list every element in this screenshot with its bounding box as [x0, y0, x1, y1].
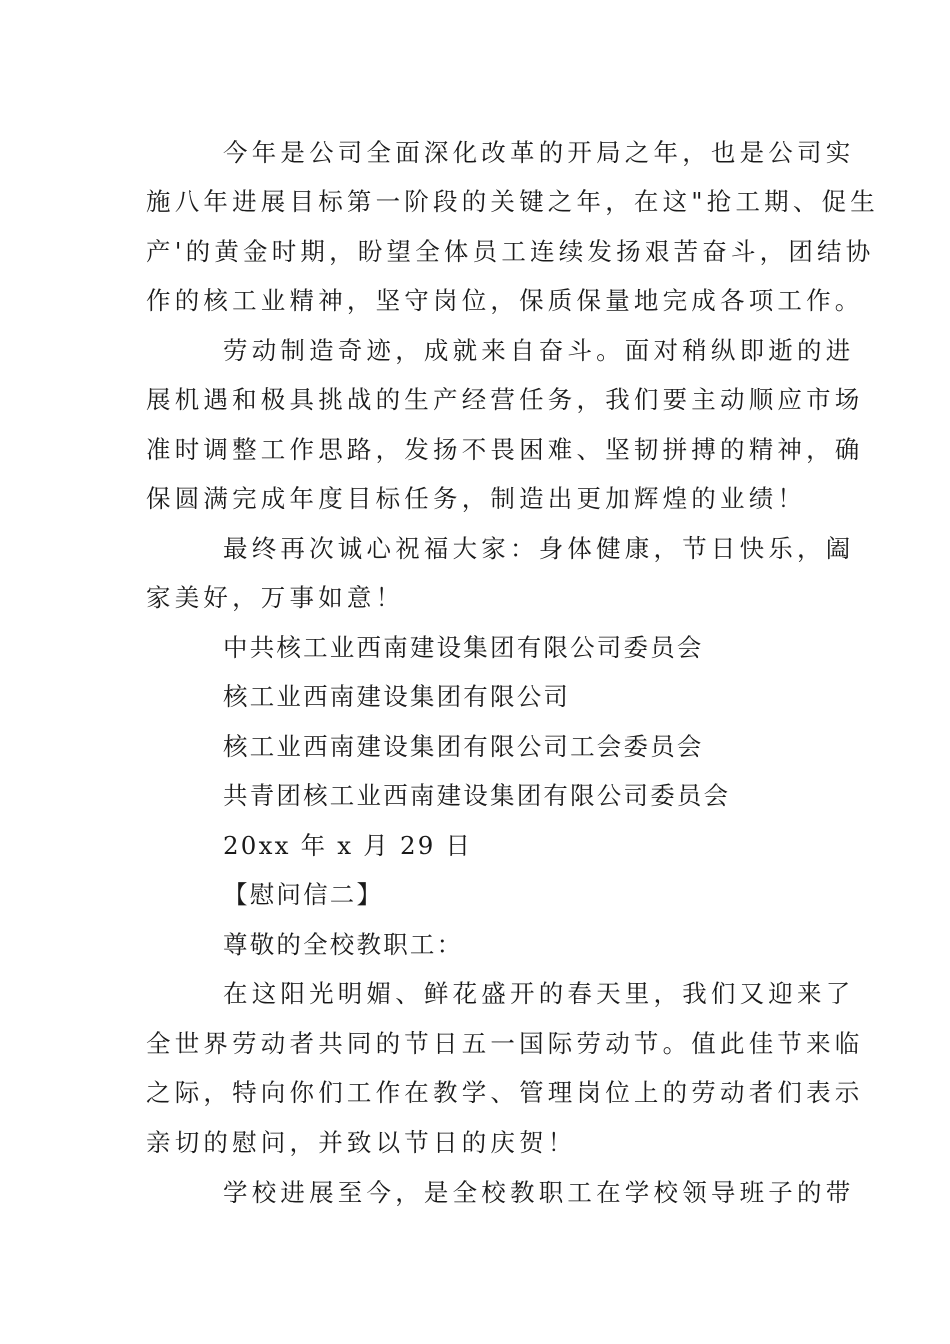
paragraph-1-line-3: 产'的黄金时期，盼望全体员工连续发扬艰苦奋斗，团结协 [146, 237, 875, 266]
paragraph-1-line-1: 今年是公司全面深化改革的开局之年，也是公司实 [223, 138, 855, 167]
paragraph-2-line-1: 劳动制造奇迹，成就来自奋斗。面对稍纵即逝的进 [223, 336, 855, 365]
paragraph-2-line-3: 准时调整工作思路，发扬不畏困难、坚韧拼搏的精神，确 [146, 435, 864, 464]
paragraph-2-line-2: 展机遇和极具挑战的生产经营任务，我们要主动顺应市场 [146, 385, 864, 414]
letter-date: 20xx 年 x 月 29 日 [223, 831, 473, 860]
signature-line-3: 核工业西南建设集团有限公司工会委员会 [223, 732, 704, 761]
paragraph-3-line-1: 最终再次诚心祝福大家：身体健康，节日快乐，阖 [223, 534, 855, 563]
paragraph-4-line-3: 之际，特向你们工作在教学、管理岗位上的劳动者们表示 [146, 1078, 864, 1107]
signature-line-2: 核工业西南建设集团有限公司 [223, 682, 571, 711]
section-heading: 【慰问信二】 [223, 880, 384, 909]
paragraph-5-line-1: 学校进展至今，是全校教职工在学校领导班子的带 [223, 1178, 855, 1207]
paragraph-2-line-4: 保圆满完成年度目标任务，制造出更加辉煌的业绩！ [146, 484, 807, 513]
signature-line-4: 共青团核工业西南建设集团有限公司委员会 [223, 781, 731, 810]
paragraph-4-line-4: 亲切的慰问，并致以节日的庆贺！ [146, 1128, 577, 1157]
paragraph-1-line-2: 施八年进展目标第一阶段的关键之年，在这"抢工期、促生 [146, 187, 879, 216]
salutation: 尊敬的全校教职工： [223, 930, 464, 959]
paragraph-4-line-2: 全世界劳动者共同的节日五一国际劳动节。值此佳节来临 [146, 1029, 864, 1058]
paragraph-4-line-1: 在这阳光明媚、鲜花盛开的春天里，我们又迎来了 [223, 979, 855, 1008]
paragraph-3-line-2: 家美好，万事如意！ [146, 583, 405, 612]
paragraph-1-line-4: 作的核工业精神，坚守岗位，保质保量地完成各项工作。 [146, 286, 864, 315]
signature-line-1: 中共核工业西南建设集团有限公司委员会 [223, 633, 704, 662]
